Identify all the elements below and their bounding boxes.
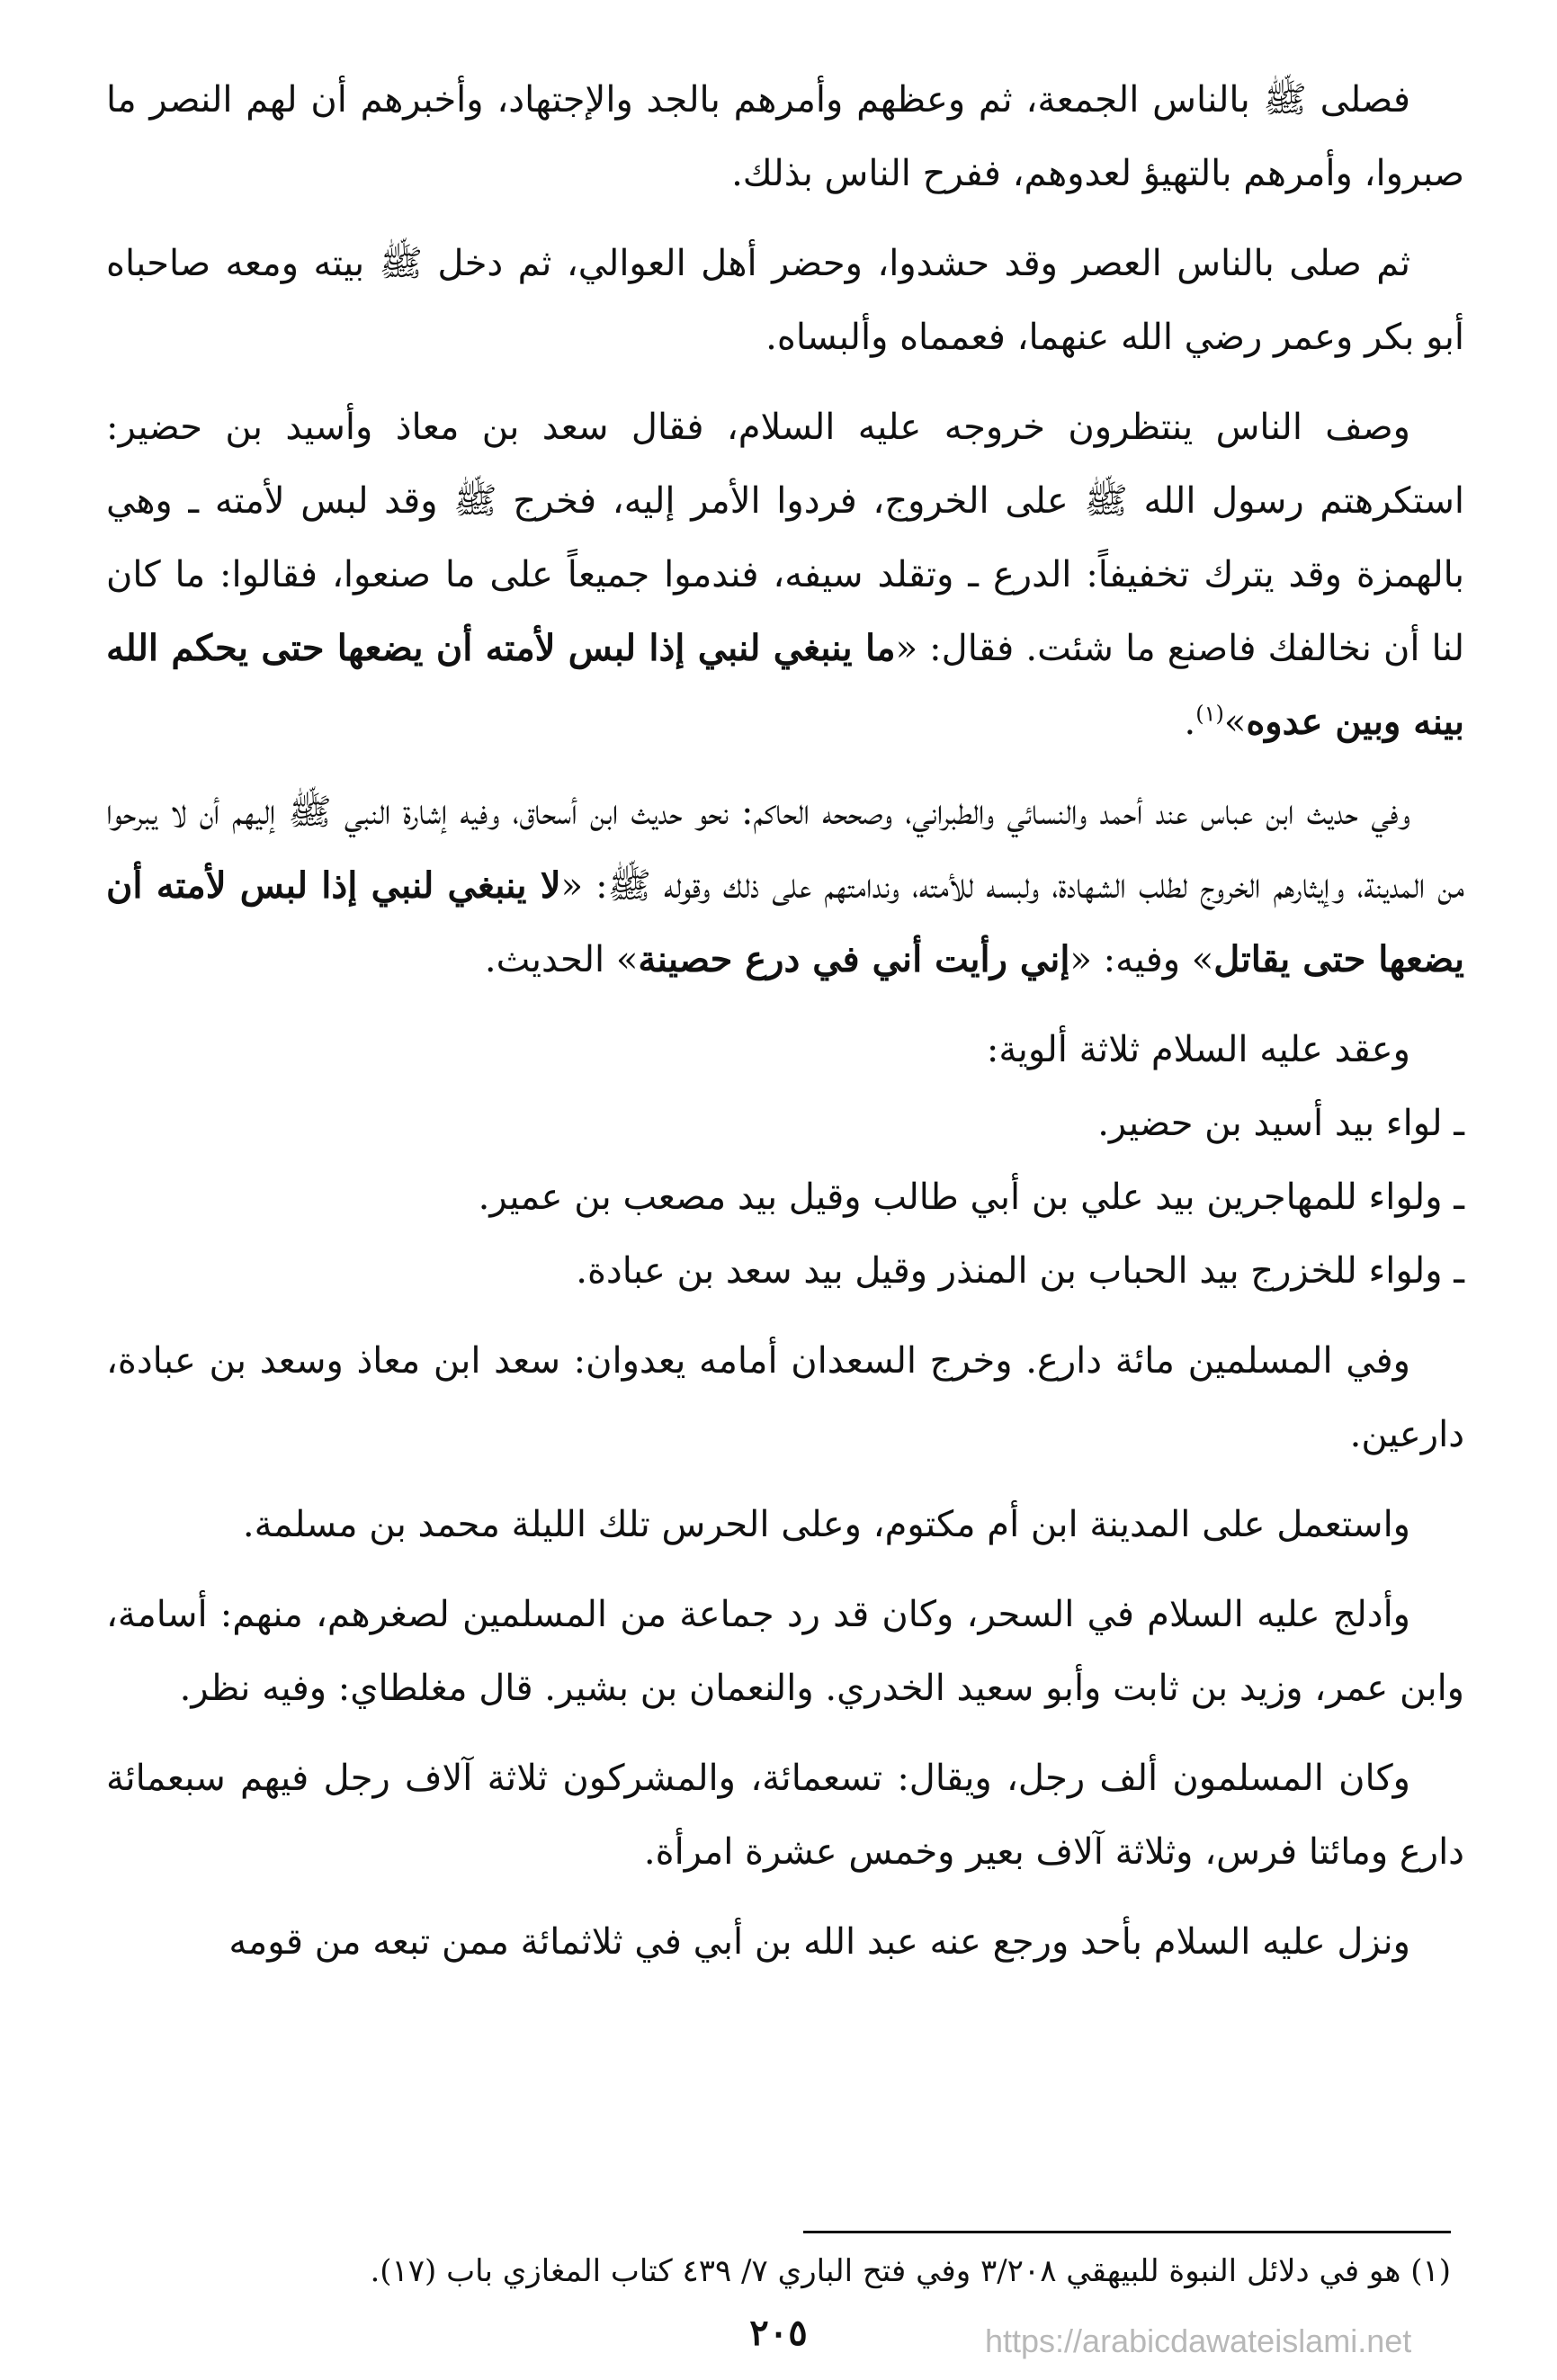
- paragraph-4-mid: » وفيه: «: [1069, 939, 1214, 980]
- paragraph-4-text: وفي حديث ابن عباس عند أحمد والنسائي والطبراني، وصححه الحاكم: نحو حديث ابن أسحاق، وفيه إشارة النبي ﷺ إليهم أن لا يبرحوا من المدينة، وإيثارهم الخروج لطلب الشهادة، ولبسه للأمته، وندامتهم على ذلك وقوله ﷺ: «: [106, 792, 1465, 907]
- paragraph-4: [106, 775, 1464, 997]
- paragraph-6: واستعمل على المدينة ابن أم مكتوم، وعلى الحرس تلك الليلة محمد بن مسلمة.: [242, 1504, 1410, 1545]
- list-item: ـ ولواء للمهاجرين بيد علي بن أبي طالب وقيل بيد مصعب بن عمير.: [478, 1177, 1464, 1218]
- list-item: ـ ولواء للخزرج بيد الحباب بن المنذر وقيل بيد سعد بن عبادة.: [576, 1250, 1464, 1292]
- list-item: ـ لواء بيد أسيد بن حضير.: [1097, 1103, 1464, 1144]
- banners-intro: وعقد عليه السلام ثلاثة ألوية:: [986, 1029, 1410, 1070]
- paragraph-7: وأدلج عليه السلام في السحر، وكان قد رد جماعة من المسلمين لصغرهم، منهم: أسامة، وابن عمر، وزيد بن ثابت وأبو سعيد الخدري. والنعمان بن بشير. قال مغلطاي: وفيه نظر.: [106, 1594, 1464, 1709]
- banners-list: [106, 1013, 1464, 1308]
- paragraph-3-text: وصف الناس ينتظرون خروجه عليه السلام، فقال سعد بن معاذ وأسيد بن حضير: استكرهتم رسول الله ﷺ على الخروج، فردوا الأمر إليه، فخرج ﷺ وقد لبس لأمته ـ وهي بالهمزة وقد يترك تخفيفاً: الدرع ـ وتقلد سيفه، فندموا جميعاً على ما صنعوا، فقالوا: ما كان لنا أن نخالفك فاصنع ما شئت. فقال: «: [106, 407, 1465, 669]
- paragraph-3-end: .: [1184, 702, 1196, 743]
- paragraph-2: ثم صلى بالناس العصر وقد حشدوا، وحضر أهل العوالي، ثم دخل ﷺ بيته ومعه صاحباه أبو بكر وعمر رضي الله عنهما، فعمماه وألبساه.: [106, 243, 1464, 358]
- paragraph-1: فصلى ﷺ بالناس الجمعة، ثم وعظهم وأمرهم بالجد والإجتهاد، وأخبرهم أن لهم النصر ما صبروا، وأمرهم بالتهيؤ لعدوهم، ففرح الناس بذلك.: [106, 79, 1464, 194]
- hadith-quote-3: إني رأيت أني في درع حصينة: [638, 938, 1070, 980]
- paragraph-9: ونزل عليه السلام بأحد ورجع عنه عبد الله بن أبي في ثلاثمائة ممن تبعه من قومه: [228, 1921, 1410, 1963]
- paragraph-4-end: » الحديث.: [484, 939, 639, 980]
- paragraph-3: [106, 390, 1464, 759]
- quote-close: »: [1223, 702, 1247, 743]
- paragraph-5: وفي المسلمين مائة دارع. وخرج السعدان أمامه يعدوان: سعد ابن معاذ وسعد بن عبادة، دارعين.: [106, 1340, 1464, 1455]
- footnote-ref-1: (١): [1195, 701, 1224, 727]
- hadith-quote-1: ما ينبغي لنبي إذا لبس لأمته أن يضعها حتى يحكم الله بينه وبين عدوه: [106, 627, 1464, 743]
- page-body: [106, 63, 1464, 1995]
- footnote: (١) هو في دلائل النبوة للبيهقي ٣/٢٠٨ وفي فتح الباري ٧/ ٤٣٩ كتاب المغازي باب (١٧).: [370, 2253, 1451, 2289]
- paragraph-8: وكان المسلمون ألف رجل، ويقال: تسعمائة، والمشركون ثلاثة آلاف رجل فيهم سبعمائة دارع ومائتا فرس، وثلاثة آلاف بعير وخمس عشرة امرأة.: [106, 1758, 1464, 1873]
- watermark-url: https://arabicdawateislami.net: [985, 2322, 1412, 2359]
- footnote-divider: [803, 2231, 1451, 2233]
- hadith-quote-2: لا ينبغي لنبي إذا لبس لأمته أن يضعها حتى يقاتل: [106, 864, 1464, 980]
- page-number: ٢٠٥: [749, 2312, 808, 2354]
